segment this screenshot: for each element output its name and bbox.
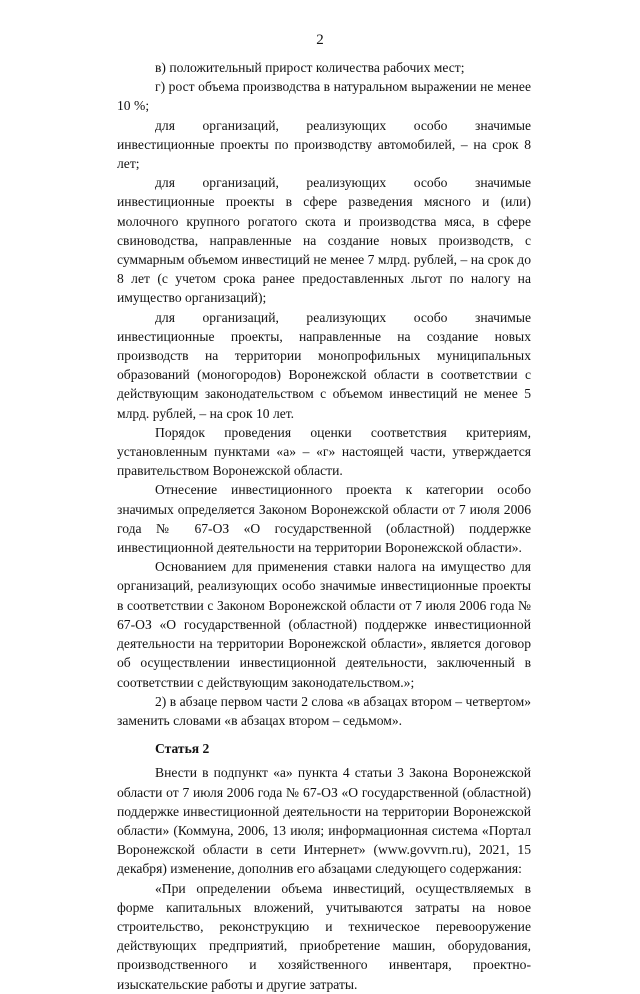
paragraph-project-classification: Отнесение инвестиционного проекта к категории особо значимых определяется Законом Воронежской области от 7 июля 2006 года № 67-ОЗ «О государственной (областной) поддержке инвестиционной деятельности на территории Воронежской области». xyxy=(117,482,531,556)
page-number: 2 xyxy=(316,32,324,48)
paragraph-v: в) положительный прирост количества рабочих мест; xyxy=(155,60,465,75)
paragraph-tax-basis: Основанием для применения ставки налога на имущество для организаций, реализующих особо значимые инвестиционные проекты в соответствии с Законом Воронежской области от 7 июля 2006 года № 67-ОЗ «О государственной (областной) поддержке инвестиционной деятельности на территории Воронежской области», является договор об осуществлении инвестиционной деятельности, заключенный в соответствии с действующим законодательством.»; xyxy=(117,559,531,690)
paragraph-livestock: для организаций, реализующих особо значимые инвестиционные проекты в сфере разведения мясного и (или) молочного крупного рогатого скота и производства мяса, в сфере свиноводства, направленные на создание новых производств, с суммарным объемом инвестиций не менее 7 млрд. рублей, – на срок до 8 лет (с учетом срока ранее предоставленных льгот по налогу на имущество организаций); xyxy=(117,175,531,306)
paragraph-automobiles: для организаций, реализующих особо значимые инвестиционные проекты по производству автомобилей, – на срок 8 лет; xyxy=(117,117,531,172)
paragraph-assessment-procedure: Порядок проведения оценки соответствия критериям, установленным пунктами «а» – «г» настоящей части, утверждается правительством Воронежской области. xyxy=(117,424,531,479)
paragraph-amendment-2: 2) в абзаце первом части 2 слова «в абзацах втором – четвертом» заменить словами «в абзацах втором – седьмом». xyxy=(117,693,531,728)
document-body xyxy=(117,58,531,994)
article-paragraph-investment-volume: «При определении объема инвестиций, осуществляемых в форме капитальных вложений, учитываются затраты на новое строительство, реконструкцию и техническое перевооружение действующих предприятий, приобретение машин, оборудования, производственного и хозяйственного инвентаря, проектно-изыскательские работы и другие затраты. xyxy=(117,880,531,992)
paragraph-g: г) рост объема производства в натуральном выражении не менее 10 %; xyxy=(117,79,531,114)
article-paragraph-amendment: Внести в подпункт «а» пункта 4 статьи 3 Закона Воронежской области от 7 июля 2006 года № 67-ОЗ «О государственной (областной) поддержке инвестиционной деятельности на территории Воронежской области» (Коммуна, 2006, 13 июля; информационная система «Портал Воронежской области в сети Интернет» (www.govvrn.ru), 2021, 15 декабря) изменение, дополнив его абзацами следующего содержания: xyxy=(117,765,531,877)
paragraph-monotowns: для организаций, реализующих особо значимые инвестиционные проекты, направленные на создание новых производств на территории монопрофильных муниципальных образований (моногородов) Воронежской области в соответствии с действующим законодательством с объемом инвестиций не менее 5 млрд. рублей, – на срок 10 лет. xyxy=(117,309,531,421)
article-heading: Статья 2 xyxy=(155,741,210,757)
